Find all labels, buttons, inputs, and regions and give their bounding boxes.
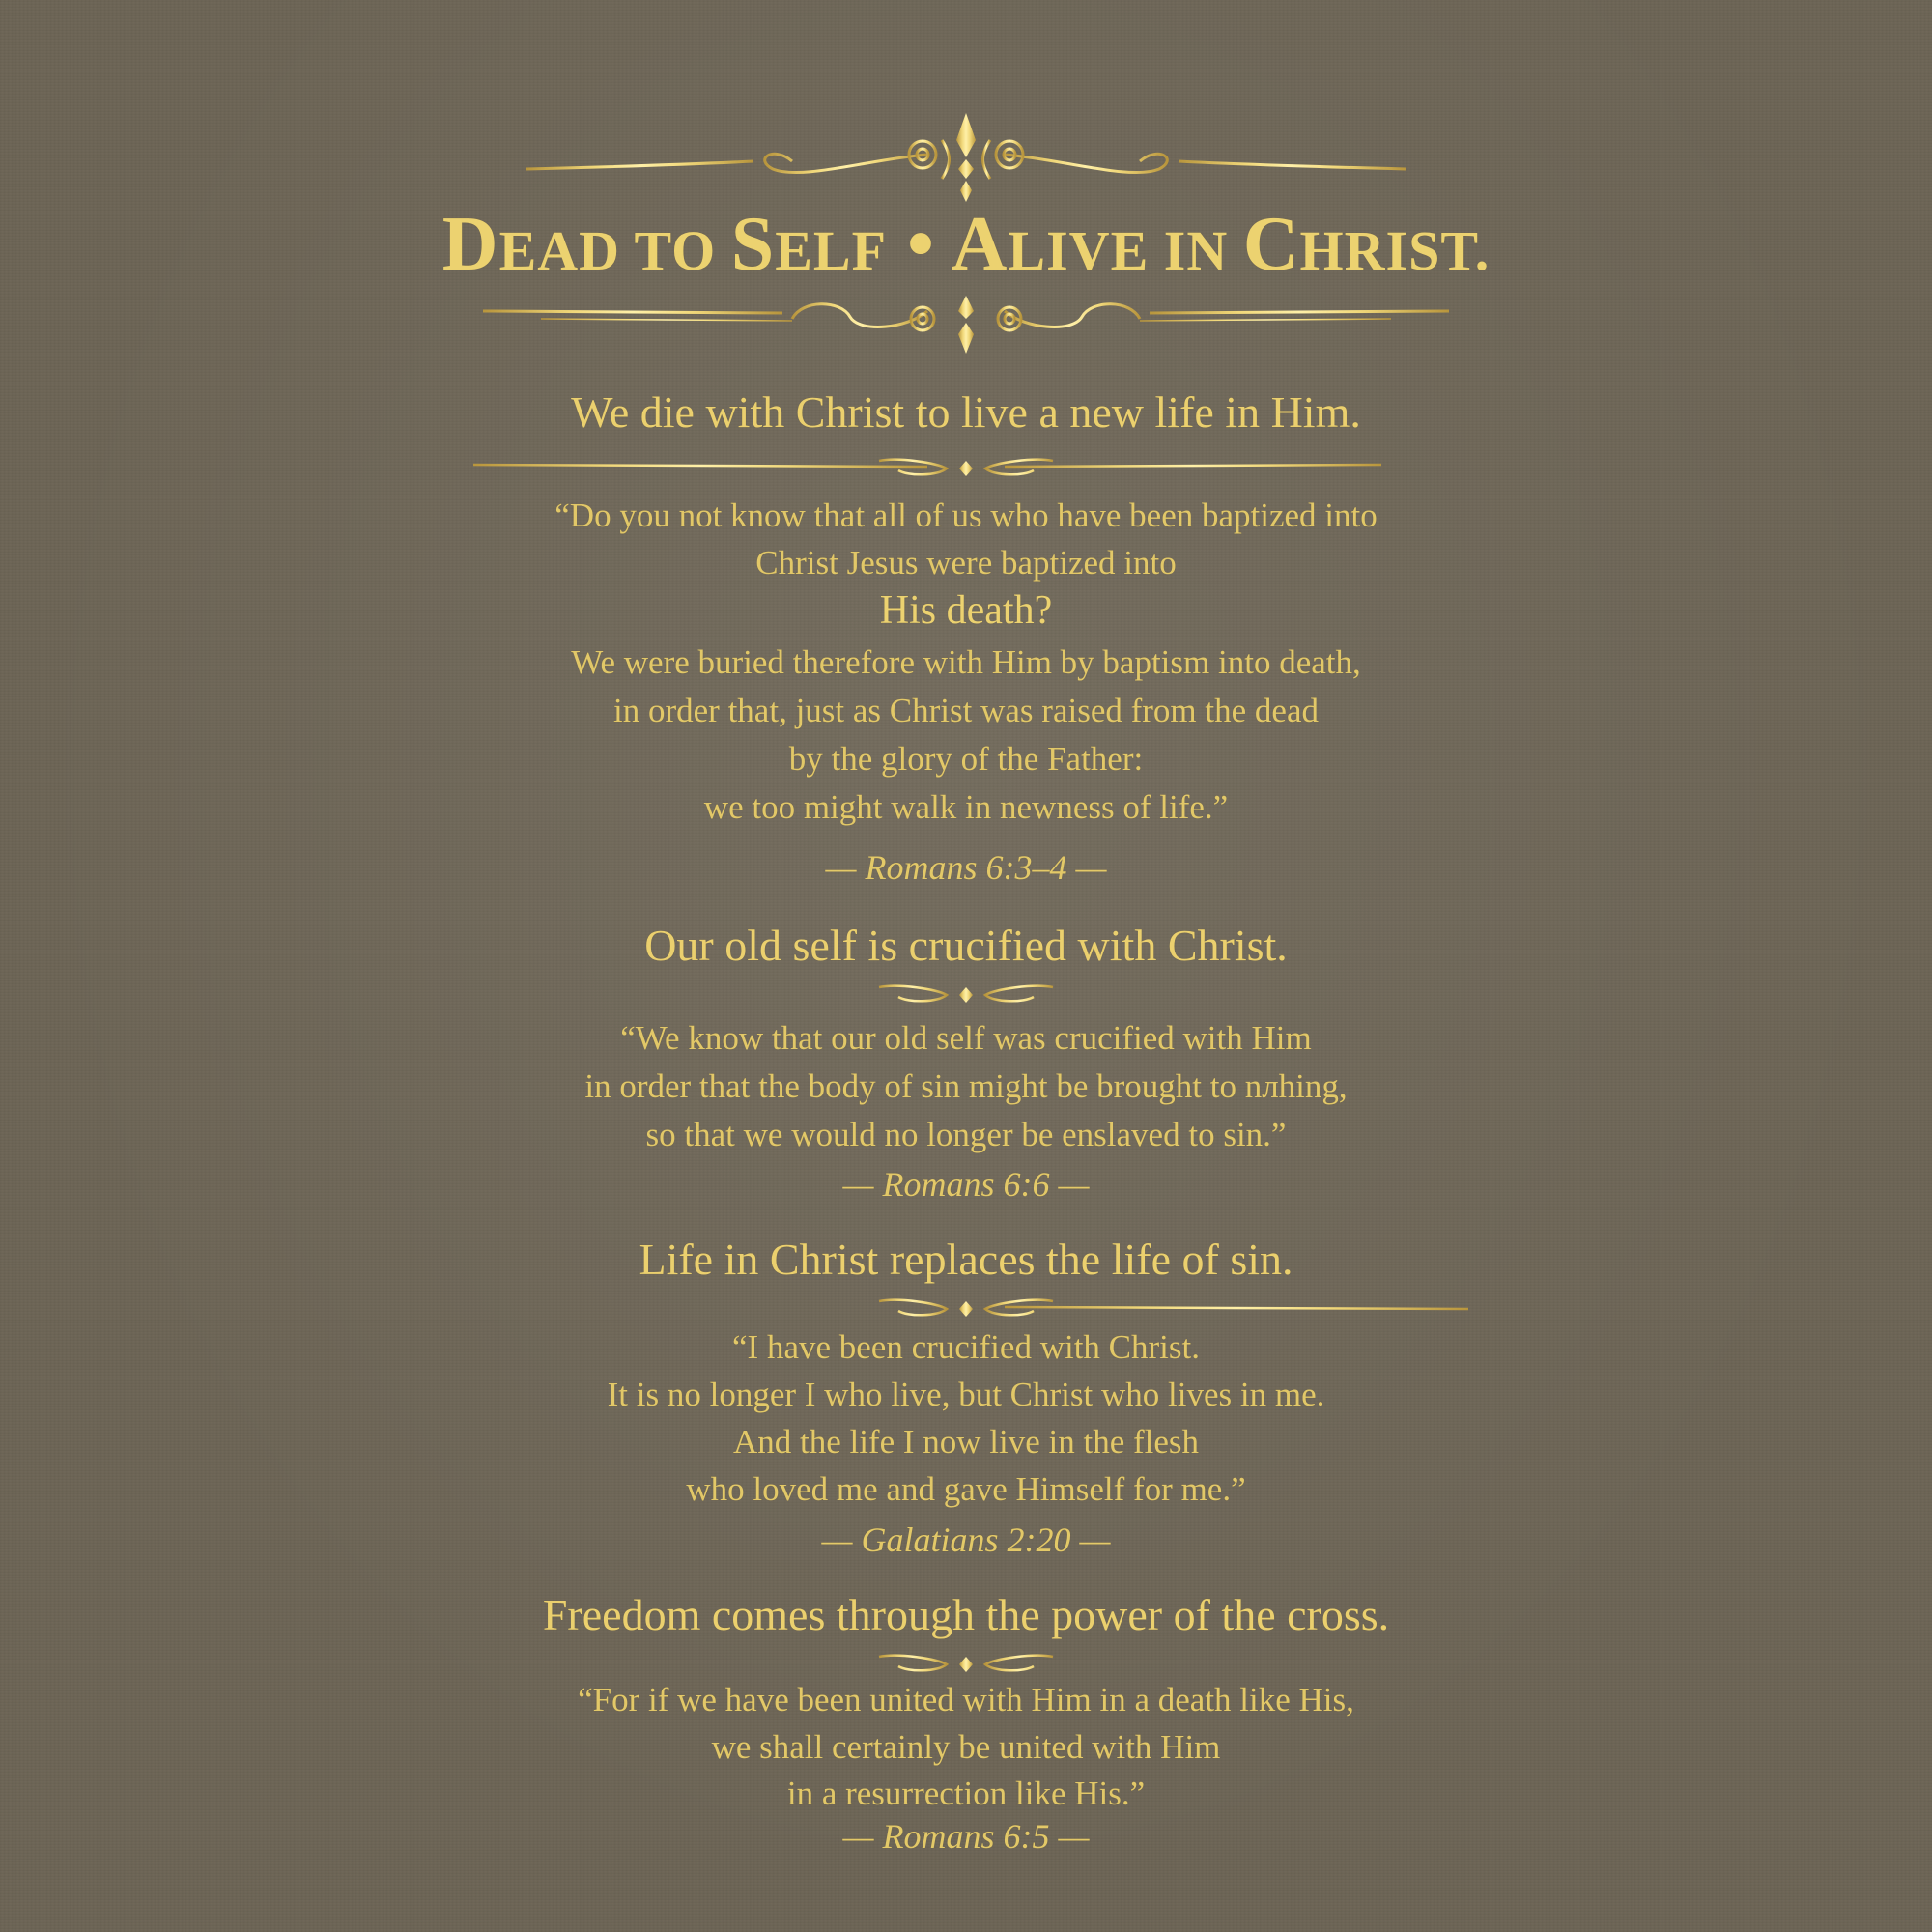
section-1-line-5: in order that, just as Christ was raised from the dead — [613, 692, 1319, 729]
section-1-line-1: “Do you not know that all of us who have been baptized into — [554, 497, 1378, 534]
section-3-line-2: It is no longer I who live, but Christ who lives in me. — [607, 1376, 1325, 1413]
section-3-heading: Life in Christ replaces the life of sin. — [639, 1235, 1293, 1284]
section-1-line-3: His death? — [879, 588, 1053, 633]
section-2-heading: Our old self is crucified with Christ. — [644, 921, 1288, 970]
section-1-heading: We die with Christ to live a new life in Him. — [571, 387, 1361, 437]
section-4-line-3: in a resurrection like His.” — [786, 1775, 1146, 1812]
section-2-line-2: in order that the body of sin might be brought to nлhing, — [584, 1067, 1348, 1105]
section-2-line-1: “We know that our old self was crucified with Him — [620, 1019, 1312, 1057]
section-4-heading: Freedom comes through the power of the cross. — [542, 1590, 1390, 1639]
section-2-reference: — Romans 6:6 — — [842, 1165, 1090, 1204]
section-4-line-2: we shall certainly be united with Him — [711, 1728, 1221, 1766]
section-2-line-3: so that we would no longer be enslaved to sin.” — [645, 1116, 1287, 1153]
section-1-line-7: we too might walk in newness of life.” — [703, 788, 1229, 826]
section-3-line-3: And the life I now live in the flesh — [732, 1423, 1200, 1461]
title-flourish-ornament — [0, 290, 1932, 367]
section-3-reference: — Galatians 2:20 — — [821, 1520, 1111, 1559]
top-flourish-ornament — [0, 101, 1932, 217]
section-3-line-1: “I have been crucified with Christ. — [732, 1328, 1200, 1366]
section-1-line-2: Christ Jesus were baptized into — [755, 544, 1177, 582]
section-4-line-1: “For if we have been united with Him in a death like His, — [578, 1681, 1354, 1719]
section-1-divider-ornament — [0, 449, 1932, 488]
section-1-reference: — Romans 6:3–4 — — [825, 848, 1107, 887]
section-1-line-6: by the glory of the Father: — [788, 740, 1144, 778]
section-1-line-4: We were buried therefore with Him by baptism into death, — [571, 643, 1361, 681]
section-2-divider-ornament — [0, 976, 1932, 1014]
section-3-line-4: who loved me and gave Himself for me.” — [686, 1470, 1246, 1508]
section-3-divider-ornament — [0, 1290, 1932, 1328]
section-4-reference: — Romans 6:5 — — [842, 1817, 1090, 1856]
section-4-divider-ornament — [0, 1645, 1932, 1684]
page-title: DEAD TO SELF • ALIVE IN CHRIST. — [441, 202, 1491, 287]
